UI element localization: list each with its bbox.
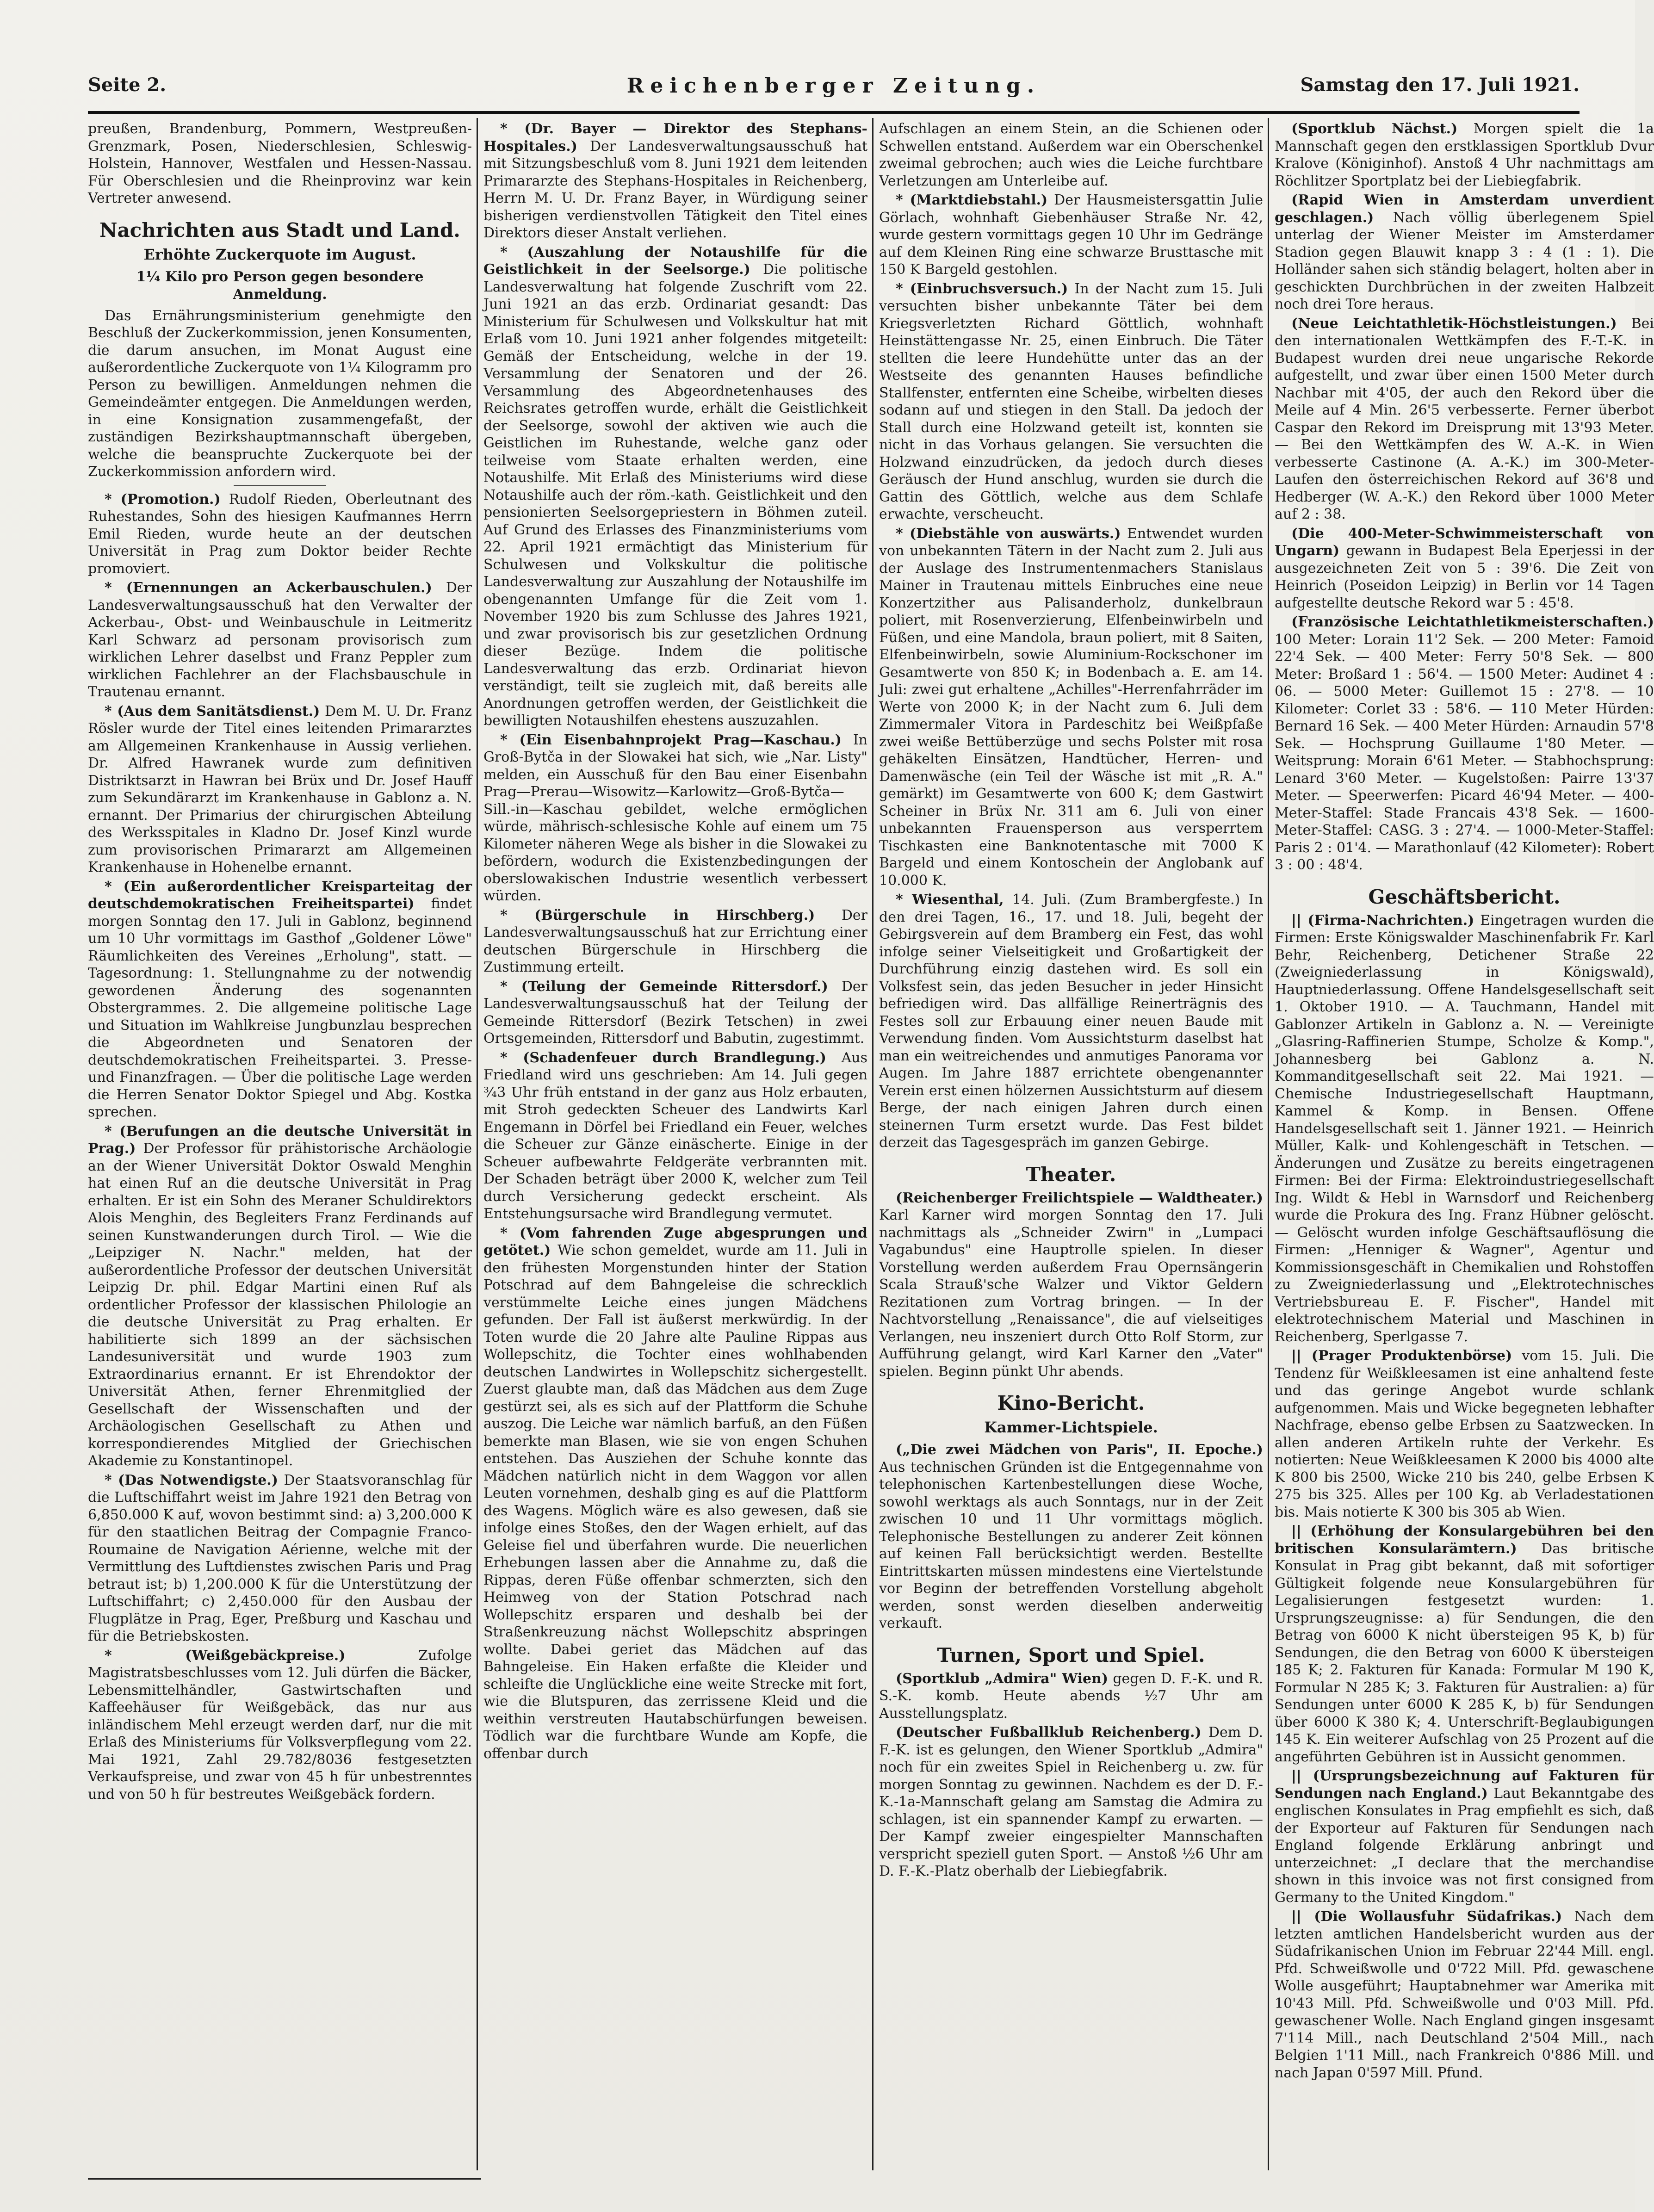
article-text: findet morgen Sonntag den 17. Juli in Gablonz, beginnend um 10 Uhr vormittags im Gasthof „Goldener Löwe" Räumlichkeiten des Vereines „Erholung", statt. — Tagesordnung: 1. Stellungnahme zu der notwendig gewordenen Änderung des sogenannten Obstergrammes. 2. Die allgemeine politische Lage und Situation im Wahlkreise Jungbunzlau besprechen die Abgeordneten und Senatoren der deutschdemokratischen Freiheitspartei. 3. Presse- und Finanzfragen. — Über die politische Lage werden die Herren Senator Doktor Spiegel und Abg. Kostka sprechen. xyxy=(88,896,472,1120)
article-kicker: * (Einbruchsversuch.) xyxy=(896,280,1068,297)
article-paragraph xyxy=(879,525,1263,890)
article-paragraph xyxy=(88,1647,472,1803)
article-text: 14. Juli. (Zum Brambergfeste.) In den drei Tagen, 16., 17. und 18. Juli, begeht der Gebirgsverein auf dem Bramberg ein Fest, das wohl infolge seiner Vielseitigkeit und Großartigkeit der Durchführung einzig dastehen wird. Es soll ein Volksfest sein, das jeden Besucher in jeder Hinsicht befriedigen wird. Das allfällige Reinerträgnis des Festes soll zur Erbauung einer neuen Baude mit Verwendung finden. Vom Aussichtsturm daselbst hat man ein weitreichendes und anmutiges Panorama vor Augen. Im Jahre 1887 errichtete obengenannter Verein erst einen hölzernen Aussichtsturm auf diesem Berge, der nach einigen Jahren durch einen steinernen Turm ersetzt wurde. Das Fest bildet derzeit das Tagesgespräch im ganzen Gebirge. xyxy=(879,892,1263,1151)
article-kicker: * (Auszahlung der Notaushilfe für die Geistlichkeit in der Seelsorge.) xyxy=(483,244,867,278)
article-text: In der Nacht zum 15. Juli versuchten bisher unbekannte Täter bei dem Kriegsverletzten Richard Göttlich, wohnhaft Heinstättengasse Nr. 25, einen Einbruch. Die Täter stellten die leere Hundehütte unter das an der Westseite des genannten Hauses befindliche Stallfenster, entfernten eine Scheibe, wirbelten dieses sodann auf und stiegen in den Stall. Da jedoch der Stall durch eine Holzwand geteilt ist, konnten sie nicht in das Vorhaus gelangen. Sie versuchten die Holzwand einzudrücken, da jedoch durch dieses Geräusch der Hund anschlug, wurden sie durch die Gattin des Göttlich, welche aus dem Schlafe erwachte, verscheucht. xyxy=(879,280,1263,522)
article-paragraph xyxy=(1275,315,1654,523)
article-kicker: (Sportklub „Admira" Wien) xyxy=(896,1670,1109,1687)
article-paragraph xyxy=(88,878,472,1121)
article-paragraph xyxy=(1275,1908,1654,2082)
article-text: Der Landesverwaltungsausschuß hat mit Sitzungsbeschluß vom 8. Juni 1921 dem leitenden Primararzte des Stephans-Hospitales in Reichenberg, Herrn M. U. Dr. Franz Bayer, in Würdigung seiner bisherigen verdienstvollen Tätigkeit den Titel eines Direktors dieser Anstalt verliehen. xyxy=(483,138,867,241)
article-paragraph xyxy=(1275,613,1654,874)
article-kicker: * (Vom fahrenden Zuge abgesprungen und getötet.) xyxy=(483,1225,867,1258)
article-paragraph xyxy=(483,1049,867,1223)
article-text: Zufolge Magistratsbeschlusses vom 12. Juli dürfen die Bäcker, Lebensmittelhändler, Gastwirtschaften und Kaffeehäuser für Weißgebäck, das nur aus inländischem Mehl erzeugt werden darf, nur die mit Erlaß des Ministeriums für Volksverpflegung vom 22. Mai 1921, Zahl 29.782/8036 festgesetzten Verkaufspreise, und zwar von 45 h für unbestrenntes und von 50 h für bestreutes Weißgebäck fordern. xyxy=(88,1647,472,1803)
article-kicker: (Französische Leichtathletikmeisterschaften.) xyxy=(1291,614,1654,630)
article-text: Aufschlagen an einem Stein, an die Schienen oder Schwellen entstand. Außerdem war ein Oberschenkel zweimal gebrochen; auch wies die Leiche furchtbare Verletzungen am Unterleibe auf. xyxy=(879,121,1263,189)
subheading: Kammer-Lichtspiele. xyxy=(984,1419,1158,1436)
article-kicker: * (Teilung der Gemeinde Rittersdorf.) xyxy=(500,978,828,995)
issue-date: Samstag den 17. Juli 1921. xyxy=(1300,74,1580,96)
article-paragraph xyxy=(88,1123,472,1470)
page-number: Seite 2. xyxy=(88,74,167,96)
article-kicker: * (Berufungen an die deutsche Universität in Prag.) xyxy=(88,1123,472,1157)
section-heading: Kino-Bericht. xyxy=(997,1392,1145,1414)
article-text: Die politische Landesverwaltung hat folgende Zuschrift vom 22. Juni 1921 an das erzb. Ordinariat gesandt: Das Ministerium für Schulwesen und Volkskultur hat mit Erlaß vom 10. Juni 1921 anher folgendes mitgeteilt: Gemäß der Entscheidung, welche in der 19. Versammlung der Senatoren und der 26. Versammlung des Abgeordnetenhauses des Reichsrates getroffen wurde, erhält die Geistlichkeit der Seelsorge, sowohl der aktiven wie auch die Geistlichen im Ruhestande, welche ganz oder teilweise vom Staate erhalten werden, eine Notaushilfe. Mit Erlaß des Ministeriums wird diese Notaushilfe auch der röm.-kath. Geistlichkeit und den pensionierten Seelsorgepriestern in Böhmen zuteil. Auf Grund des Erlasses des Finanzministeriums vom 22. April 1921 ermächtigt das Ministerium für Schulwesen und Volkskultur die politische Landesverwaltung zur Auszahlung der Notaushilfe im obengenannten Umfange für die Zeit vom 1. November 1920 bis zum Schlusse des Jahres 1921, und zwar provisorisch bis zur gesetzlichen Ordnung dieser Bezüge. Indem die politische Landesverwaltung das erzb. Ordinariat hievon verständigt, teilt sie zugleich mit, daß bereits alle Anordnungen getroffen werden, der Geistlichkeit die bewilligten Notaushilfen ehestens auszuzahlen. xyxy=(483,261,867,729)
article-text: Morgen spielt die 1a Mannschaft gegen den erstklassigen Sportklub Dvur Kralove (Königinhof). Anstoß 4 Uhr nachmittags am Röchlitzer Sportplatz bei der Liebiegfabrik. xyxy=(1275,121,1654,189)
article-text: Der Hausmeistersgattin Julie Görlach, wohnhaft Giebenhäuser Straße Nr. 42, wurde gestern vormittags gegen 10 Uhr im Gedränge auf dem Kleinen Ring eine schwarze Brusttasche mit 150 K Bargeld gestohlen. xyxy=(879,192,1263,278)
article-text: Eingetragen wurden die Firmen: Erste Königswalder Maschinenfabrik Fr. Karl Behr, Reichenberg, Detichener Straße 22 (Zweigniederlassung in Königswald), Hauptniederlassung. Offene Handelsgesellschaft seit 1. Oktober 1910. — A. Tauchmann, Handel mit Gablonzer Artikeln in Gablonz a. N. — Vereinigte „Glasring-Raffinerien Stumpe, Scholze & Komp.", Johannesberg bei Gablonz a. N. Kommanditgesellschaft seit 22. Mai 1921. — Chemische Industriegesellschaft Hauptmann, Kammel & Komp. in Bensen. Offene Handelsgesellschaft seit 1. Jänner 1921. — Heinrich Müller, Kalk- und Kohlengeschäft in Tetschen. — Änderungen und Zusätze zu bereits eingetragenen Firmen: Bei der Firma: Elektroindustriegesellschaft Ing. Wildt & Hebl in Warnsdorf und Reichenberg wurde die Prokura des Ing. Franz Hübner gelöscht. — Gelöscht wurden infolge Geschäftsauflösung die Firmen: „Henniger & Wagner", Agentur und Kommissionsgeschäft in Chemikalien und Rohstoffen zu Zweigniederlassung und „Elektrotechnisches Vertriebsbureau E. F. Fischer", Handel mit elektrotechnischem Material und Maschinen in Reichenberg, Sperlgasse 7. xyxy=(1275,912,1654,1345)
article-text: Nach völlig überlegenem Spiel unterlag der Wiener Meister im Amsterdamer Stadion gegen Blauwit knapp 3 : 4 (1 : 1). Die Holländer sahen sich ständig belagert, holten aber in geschickten Durchbrüchen in der zweiten Halbzeit noch drei Tore heraus. xyxy=(1275,209,1654,312)
article-kicker: * (Ernennungen an Ackerbauschulen.) xyxy=(105,580,432,596)
article-text: Laut Bekanntgabe des englischen Konsulates in Prag empfiehlt es sich, daß der Exporteur auf Fakturen für Sendungen nach England folgende Erklärung anbringt und unterzeichnet: „I declare that the merchandise shown in this invoice was not first consigned from Germany to the United Kingdom." xyxy=(1275,1785,1654,1906)
article-text: Das britische Konsulat in Prag gibt bekannt, daß mit sofortiger Gültigkeit folgende neue Konsulargebühren für Legalisierungen festgesetzt wurden: 1. Ursprungszeugnisse: a) für Sendungen, die den Betrag von 6000 K nicht übersteigen 95 K, b) für Sendungen, die den Betrag von 6000 K übersteigen 185 K; 2. Fakturen für Kanada: Formular M 190 K, Formular N 285 K; 3. Fakturen für Australien: a) für Sendungen unter 6000 K 285 K, b) für Sendungen über 6000 K 380 K; 4. Unterschrift-Beglaubigungen 145 K. Ein weiterer Aufschlag von 25 Prozent auf die angeführten Gebühren ist in Aussicht genommen. xyxy=(1275,1540,1654,1765)
article-paragraph xyxy=(879,280,1263,523)
article-paragraph xyxy=(879,120,1263,190)
subheading: Erhöhte Zuckerquote im August. xyxy=(143,245,416,263)
article-kicker: * (Ein Eisenbahnprojekt Prag—Kaschau.) xyxy=(500,731,842,748)
article-paragraph xyxy=(879,1441,1263,1632)
column-divider xyxy=(477,118,478,2170)
section-heading: Nachrichten aus Stadt und Land. xyxy=(99,218,460,242)
article-kicker: * (Diebstähle von auswärts.) xyxy=(896,525,1121,542)
article-paragraph xyxy=(483,1225,867,1763)
article-kicker: * (Das Notwendigste.) xyxy=(105,1472,278,1488)
article-text: preußen, Brandenburg, Pommern, Westpreußen-Grenzmark, Posen, Niederschlesien, Schleswig-Holstein, Hannover, Westfalen und Hessen-Nassau. Für Oberschlesien und die Rheinprovinz war kein Vertreter anwesend. xyxy=(88,121,472,206)
column-3 xyxy=(879,120,1263,2170)
subheading: 1¼ Kilo pro Person gegen besondere Anmeldung. xyxy=(136,268,424,303)
article-kicker: || (Die Wollausfuhr Südafrikas.) xyxy=(1291,1908,1562,1925)
article-paragraph xyxy=(88,491,472,578)
article-kicker: * (Marktdiebstahl.) xyxy=(896,192,1048,208)
article-kicker: * (Promotion.) xyxy=(105,491,221,508)
article-text: 100 Meter: Lorain 11'2 Sek. — 200 Meter: Famoid 22'4 Sek. — 400 Meter: Ferry 50'8 Sek. — 800 Meter: Broßard 1 : 56'4. — 1500 Meter: Audinet 4 : 06. — 5000 Meter: Guillemot 15 : 27'8. — 10 Kilometer: Corlet 33 : 58'6. — 110 Meter Hürden: Bernard 16 Sek. — 400 Meter Hürden: Arnaudin 57'8 Sek. — Hochsprung Guillaume 1'80 Meter. — Weitsprung: Morain 6'61 Meter. — Stabhochsprung: Lenard 3'60 Meter. — Kugelstoßen: Pairre 13'37 Meter. — Speerwerfen: Picard 46'94 Meter. — 400-Meter-Staffel: Stade Francais 43'8 Sek. — 1600-Meter-Staffel: CASG. 3 : 27'4. — 1000-Meter-Staffel: Paris 2 : 01'4. — Marathonlauf (42 Kilometer): Robert 3 : 00 : 48'4. xyxy=(1275,631,1654,873)
article-kicker: * (Bürgerschule in Hirschberg.) xyxy=(500,907,815,923)
section-heading: Turnen, Sport und Spiel. xyxy=(937,1643,1205,1667)
article-text: Bei den internationalen Wettkämpfen des F.-T.-K. in Budapest wurden drei neue ungarische Rekorde aufgestellt, und zwar über einen 1500 Meter durch Nachbar mit 4'05, der auch den Rekord über die Meile auf 4 Min. 26'5 verbesserte. Ferner überbot Caspar den Rekord im Dreisprung mit 13'93 Meter. — Bei den Wettkämpfen des W. A.-K. in Wien verbesserte Castinone (A. A.-K.) im 300-Meter-Laufen den österreichischen Rekord auf 36'8 und Hedberger (W. A.-K.) den Rekord über 1000 Meter auf 2 : 38. xyxy=(1275,315,1654,522)
article-kicker: * (Aus dem Sanitätsdienst.) xyxy=(105,703,320,719)
article-kicker: * Wiesenthal, xyxy=(896,892,1004,908)
article-text: Dem D. F.-K. ist es gelungen, den Wiener Sportklub „Admira" noch für ein zweites Spiel in Reichenberg u. zw. für morgen Sonntag zu gewinnen. Nachdem es der D. F.-K.-1a-Mannschaft gelang am Samstag die Admira zu schlagen, ist ein spannender Kampf zu erwarten. — Der Kampf zweier eingespielter Mannschaften verspricht speziell guten Sport. — Anstoß ½6 Uhr am D. F.-K.-Platz oberhalb der Liebiegfabrik. xyxy=(879,1724,1263,1879)
article-text: In Groß-Bytča in der Slowakei hat sich, wie „Nar. Listy" melden, ein Ausschuß für den Bau einer Eisenbahn Prag—Prerau—Wisowitz—Karlowitz—Groß-Bytča—Sill.-in—Kaschau gebildet, welche ermöglichen würde, mährisch-schlesische Kohle auf einem um 75 Kilometer näheren Wege als bisher in die Slowakei zu befördern, wodurch die Existenzbedingungen der oberslowakischen Industrie wesentlich verbessert würden. xyxy=(483,731,867,904)
section-heading: Theater. xyxy=(1026,1163,1116,1186)
article-text: Der Landesverwaltungsausschuß hat der Teilung der Gemeinde Rittersdorf (Bezirk Tetschen) in zwei Ortsgemeinden, Rittersdorf und Babutin, zugestimmt. xyxy=(483,978,867,1047)
article-paragraph xyxy=(879,1190,1263,1381)
column-divider xyxy=(872,118,873,2170)
footer-rule xyxy=(88,2178,481,2180)
article-text: Dem M. U. Dr. Franz Rösler wurde der Titel eines leitenden Primararztes am Allgemeinen Krankenhause in Aussig verliehen. Dr. Alfred Hawranek wurde zum definitiven Distriktsarzt in Hawran bei Brüx und Dr. Josef Hauff zum Sekundärarzt im Krankenhause in Gablonz a. N. ernannt. Der Primarius der chirurgischen Abteilung des Werksspitales in Kladno Dr. Josef Kinzl wurde zum provisorischen Primararzt am Allgemeinen Krankenhause in Hohenelbe ernannt. xyxy=(88,703,472,875)
article-text: Das Ernährungsministerium genehmigte den Beschluß der Zuckerkommission, jenen Konsumenten, die darum ansuchen, im Monat August eine außerordentliche Zuckerquote von 1¼ Kilogramm pro Person zu bewilligen. Anmeldungen nehmen die Gemeindeämter entgegen. Die Anmeldungen werden, in eine Konsignation zusammengefaßt, der zuständigen Bezirkshauptmannschaft übergeben, welche die beanspruchte Zuckerquote bei der Zuckerkommission anfordern wird. xyxy=(88,307,472,480)
column-4 xyxy=(1275,120,1654,2170)
article-paragraph xyxy=(483,244,867,730)
column-2 xyxy=(483,120,867,2170)
article-kicker: („Die zwei Mädchen von Paris", II. Epoche.) xyxy=(896,1442,1263,1458)
article-paragraph xyxy=(88,703,472,876)
article-kicker: * (Schadenfeuer durch Brandlegung.) xyxy=(500,1049,826,1066)
header-rule xyxy=(88,111,1580,114)
article-kicker: || (Erhöhung der Konsulargebühren bei den britischen Konsularämtern.) xyxy=(1275,1523,1654,1557)
article-paragraph xyxy=(879,192,1263,279)
article-paragraph xyxy=(483,731,867,905)
article-paragraph xyxy=(879,1670,1263,1723)
article-paragraph xyxy=(88,120,472,207)
article-text: gewann in Budapest Bela Eperjessi in der ausgezeichneten Zeit von 5 : 39'6. Die Zeit von Heinrich (Poseidon Leipzig) in Berlin vor 14 Tagen aufgestellte deutsche Rekord war 5 : 45'8. xyxy=(1275,543,1654,611)
article-text: Wie schon gemeldet, wurde am 11. Juli in den frühesten Morgenstunden hinter der Station Potschrad auf dem Bahngeleise die schrecklich verstümmelte Leiche eines jungen Mädchens gefunden. Der Fall ist äußerst merkwürdig. In der Toten wurde die 20 Jahre alte Pauline Rippas aus Wollepschitz, die Tochter eines wohlhabenden deutschen Landwirtes in Wollepschitz sichergestellt. Zuerst glaubte man, daß das Mädchen aus dem Zuge gestürzt sei, als es sich auf der Plattform die Schuhe auszog. Die Leiche war nämlich barfuß, an den Füßen bemerkte man Blasen, wie sie von engen Schuhen entstehen. Das Ausziehen der Schuhe konnte das Mädchen natürlich nicht in dem Waggon vor allen Leuten vornehmen, deshalb ging es auf die Plattform des Wagens. Möglich wäre es also gewesen, daß sie infolge eines Stoßes, den der Wagen erhielt, auf das Geleise fiel und überfahren wurde. Die neuerlichen Erhebungen lassen aber die Annahme zu, daß die Rippas, deren Füße offenbar schmerzten, sich den Heimweg von der Station Potschrad nach Wollepschitz ersparen und deshalb bei der Straßenkreuzung nächst Wollepschitz abspringen wollte. Dabei geriet das Mädchen auf das Bahngeleise. Ein Haken erfaßte die Kleider und schleifte die Unglückliche eine weite Strecke mit fort, wie die Blutspuren, das zerrissene Kleid und die weithin verstreuten Hautabschürfungen beweisen. Tödlich war die furchtbare Wunde am Kopfe, die offenbar durch xyxy=(483,1242,867,1762)
article-kicker: (Die 400-Meter-Schwimmeisterschaft von Ungarn) xyxy=(1275,525,1654,559)
article-text: gegen D. F.-K. und R. S.-K. komb. Heute abends ½7 Uhr am Ausstellungsplatz. xyxy=(879,1670,1264,1722)
article-paragraph xyxy=(483,120,867,242)
column-divider xyxy=(1268,118,1269,2170)
article-kicker: || (Firma-Nachrichten.) xyxy=(1291,912,1474,929)
article-text: Rudolf Rieden, Oberleutnant des Ruhestandes, Sohn des hiesigen Kaufmannes Herrn Emil Rieden, wurde heute an der deutschen Universität in Prag zum Doktor beider Rechte promoviert. xyxy=(88,491,472,577)
running-head xyxy=(88,74,1580,106)
article-text: Entwendet wurden von unbekannten Tätern in der Nacht zum 2. Juli aus der Auslage des Instrumentenmachers Stanislaus Mainer in Trautenau mittels Einbruches eine neue Konzertzither aus Palisanderholz, dunkelbraun poliert, mit Rosenverzierung, Elfenbeinwirbeln und Füßen, und eine Mandola, braun poliert, mit 8 Saiten, Elfenbeinwirbeln, sowie Aluminium-Rockschoner im Gesamtwerte von 850 K; in Bodenbach a. E. am 14. Juli: zwei gut erhaltene „Achilles"-Herrenfahrräder im Werte von 2000 K; in der Nacht zum 6. Juli dem Zimmermaler Vitora in Pardeschitz bei Weißpfaße zwei weiße Bettüberzüge und sechs Polster mit rosa gehäkelten Einsätzen, Handtücher, Herren- und Damenwäsche (ein Teil der Wäsche ist mit „R. A." gemärkt) im Gesamtwerte von 600 K; dem Gastwirt Scheiner in Brüx Nr. 311 am 6. Juli von einer unbekannten Frauensperson aus versperrtem Tischkasten eine Banknotentasche mit 7000 K Bargeld und einem Kontoschein der Anglobank auf 10.000 K. xyxy=(879,525,1263,889)
article-paragraph xyxy=(1275,192,1654,313)
article-text: vom 15. Juli. Die Tendenz für Weißkleesamen ist eine anhaltend feste und das geringe Angebot wurde schlank aufgenommen. Mais und Wicke begegneten lebhafter Nachfrage, ebenso gelbe Erbsen zu Saatzwecken. In allen anderen Artikeln ruhte der Verkehr. Es notierten: Neue Weißkleesamen K 2000 bis 4000 alte K 800 bis 2500, Wicke 210 bis 240, gelbe Erbsen K 275 bis 325. Alles per 100 Kg. ab Verladestationen bis. Mais notierte K 300 bis 305 ab Wien. xyxy=(1275,1348,1654,1520)
article-paragraph xyxy=(1275,120,1654,190)
article-paragraph xyxy=(879,891,1263,1152)
article-paragraph xyxy=(1275,1347,1654,1521)
masthead-title: Reichenberger Zeitung. xyxy=(626,74,1041,98)
article-kicker: * (Weißgebäckpreise.) xyxy=(105,1647,346,1664)
article-text: Aus Friedland wird uns geschrieben: Am 14. Juli gegen ¾3 Uhr früh entstand in der ganz aus Holz erbauten, mit Stroh gedeckten Scheuer des Landwirts Karl Engemann in Dörfel bei Friedland ein Feuer, welches die Scheuer zur Gänze einäscherte. Einige in der Scheuer aufbewahrte Feldgeräte verbrannten mit. Der Schaden beträgt über 2000 K, welcher zum Teil durch Versicherung gedeckt erscheint. Als Entstehungsursache wird Brandlegung vermutet. xyxy=(483,1049,868,1222)
article-kicker: * (Dr. Bayer — Direktor des Stephans-Hospitales.) xyxy=(483,121,867,155)
article-kicker: (Rapid Wien in Amsterdam unverdient geschlagen.) xyxy=(1275,192,1654,226)
article-paragraph xyxy=(1275,525,1654,612)
article-text: Aus technischen Gründen ist die Entgegennahme von telephonischen Kartenbestellungen diese Woche, sowohl werktags als auch Sonntags, nur in der Zeit zwischen 10 und 11 Uhr vormittags möglich. Telephonische Bestellungen zu anderer Zeit können auf keinen Fall berücksichtigt werden. Bestellte Eintrittskarten müssen mindestens eine Viertelstunde vor Beginn der betreffenden Vorstellung abgeholt werden, sonst werden dieselben anderweitig verkauft. xyxy=(879,1459,1263,1631)
article-paragraph xyxy=(483,907,867,976)
article-paragraph xyxy=(88,579,472,701)
article-kicker: || (Ursprungsbezeichnung auf Fakturen für Sendungen nach England.) xyxy=(1275,1768,1654,1802)
article-text: Der Landesverwaltungsausschuß hat zur Errichtung einer deutschen Bürgerschule in Hirschberg die Zustimmung erteilt. xyxy=(483,907,868,975)
article-text: Der Staatsvoranschlag für die Luftschiffahrt weist im Jahre 1921 den Betrag von 6,850.000 K auf, wovon bestimmt sind: a) 3,200.000 K für den staatlichen Beitrag der Compagnie Franco-Roumaine de Navigation Aérienne, welche mit der Vermittlung des Luftdienstes zwischen Paris und Prag betraut ist; b) 1,200.000 K für die Unterstützung der Luftschiffahrt; c) 2,450.000 für den Ausbau der Flugplätze in Prag, Eger, Preßburg und Kaschau und für die Betriebskosten. xyxy=(88,1472,472,1644)
article-text: Der Professor für prähistorische Archäologie an der Wiener Universität Doktor Oswald Menghin hat einen Ruf an die deutsche Universität in Prag erhalten. Er ist ein Sohn des Meraner Schuldirektors Alois Menghin, des Begleiters Franz Ferdinands auf seinen Kunstwanderungen durch Tirol. — Wie die „Leipziger N. Nachr." melden, hat der außerordentliche Professor der deutschen Universität Leipzig Dr. phil. Edgar Martini einen Ruf als ordentlicher Professor der klassischen Philologie an die deutsche Universität zu Prag erhalten. Er habilitierte sich 1899 an der sächsischen Landesuniversität und wurde 1903 zum Extraordinarius ernannt. Er ist Ehrendoktor der Universität Athen, ferner Ehrenmitglied der Gesellschaft der Wissenschaften und der Archäologischen Gesellschaft zu Athen und korrespondierendes Mitglied der Griechischen Akademie zu Konstantinopel. xyxy=(88,1140,472,1469)
article-text: Karl Karner wird morgen Sonntag den 17. Juli nachmittags als „Schneider Zwirn" in „Lumpaci Vagabundus" eine Hauptrolle spielen. In dieser Vorstellung werden außerdem Frau Opernsängerin Scala Strauß'sche Walzer und Viktor Geldern Rezitationen zum Vortrag bringen. — In der Nachtvorstellung „Renaissance", die auf vielseitiges Verlangen, neu inszeniert durch Otto Rolf Storm, zur Aufführung gelangt, wird Karl Karner den „Vater" spielen. Beginn pünkt Uhr abends. xyxy=(879,1207,1263,1380)
article-paragraph xyxy=(88,307,472,481)
article-text: Der Landesverwaltungsausschuß hat den Verwalter der Ackerbau-, Obst- und Weinbauschule in Leitmeritz Karl Schwarz ad personam provisorisch zum wirklichen Lehrer daselbst und Franz Peppler zum wirklichen Fachlehrer an der Flachsbauschule in Trautenau ernannt. xyxy=(88,580,472,700)
article-kicker: (Reichenberger Freilichtspiele — Waldtheater.) xyxy=(896,1190,1264,1206)
article-kicker: (Sportklub Nächst.) xyxy=(1291,121,1458,137)
article-kicker: (Deutscher Fußballklub Reichenberg.) xyxy=(896,1724,1202,1741)
article-paragraph xyxy=(1275,1767,1654,1906)
section-heading: Geschäftsbericht. xyxy=(1368,885,1561,908)
article-paragraph xyxy=(88,1472,472,1645)
column-1 xyxy=(88,120,472,2170)
article-kicker: || (Prager Produktenbörse) xyxy=(1291,1348,1512,1364)
article-paragraph xyxy=(483,978,867,1047)
section-separator xyxy=(234,485,326,486)
article-paragraph xyxy=(1275,1523,1654,1766)
article-paragraph xyxy=(1275,912,1654,1346)
article-kicker: (Neue Leichtathletik-Höchstleistungen.) xyxy=(1291,315,1617,332)
article-paragraph xyxy=(879,1724,1263,1880)
article-text: Nach dem letzten amtlichen Handelsbericht wurden aus der Südafrikanischen Union im Februar 22'44 Mill. engl. Pfd. Schweißwolle und 0'722 Mill. Pfd. gewaschene Wolle ausgeführt; Hauptabnehmer war Amerika mit 10'43 Mill. Pfd. Schweißwolle und 0'03 Mill. Pfd. gewaschener Wolle. Nach England gingen insgesamt 7'114 Mill., nach Deutschland 2'504 Mill., nach Belgien 1'11 Mill., nach Frankreich 0'886 Mill. und nach Japan 0'597 Mill. Pfund. xyxy=(1275,1908,1654,2081)
article-kicker: * (Ein außerordentlicher Kreisparteitag der deutschdemokratischen Freiheitspartei) xyxy=(88,878,472,912)
